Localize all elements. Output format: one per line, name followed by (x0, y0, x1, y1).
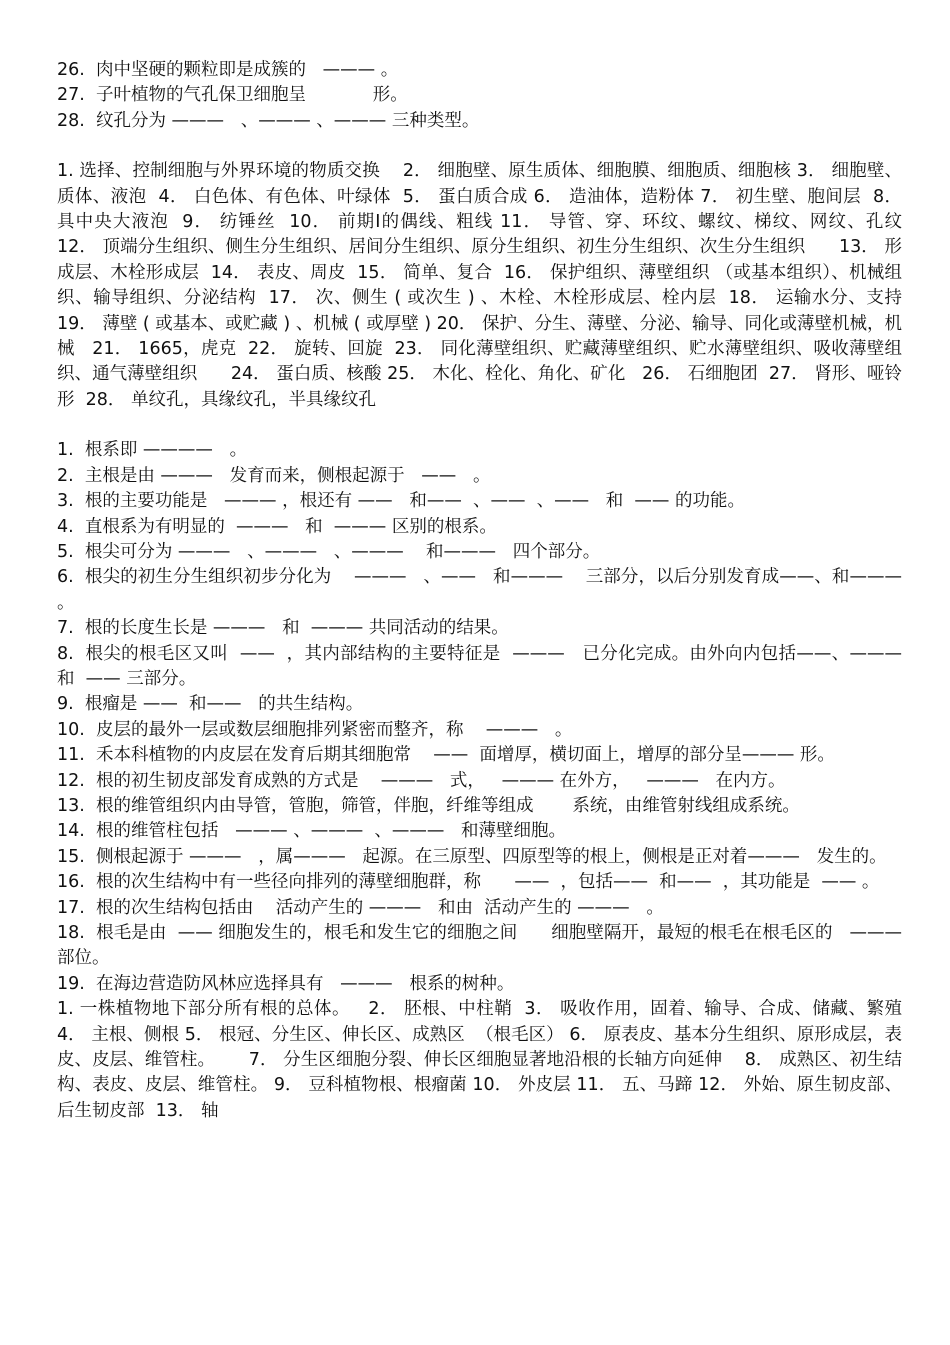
question-root-5: 5. 根尖可分为 ——— 、——— 、——— 和——— 四个部分。 (57, 541, 601, 562)
question-root-9: 9. 根瘤是 —— 和—— 的共生结构。 (57, 694, 364, 715)
question-26: 26. 肉中坚硬的颗粒即是成簇的 ——— 。 (57, 60, 399, 80)
question-28: 28. 纹孔分为 ——— 、——— 、——— 三种类型。 (57, 110, 480, 131)
question-root-18: 18. 根毛是由 —— 细胞发生的，根毛和发生它的细胞之间 细胞壁隔开，最短的根毛在根毛区的 ——— 部位。 (57, 923, 908, 969)
question-root-15: 15. 侧根起源于 ——— ，属——— 起源。在三原型、四原型等的根上，侧根是正对着——— 发生的。 (57, 846, 887, 867)
question-root-16: 16. 根的次生结构中有一些径向排列的薄壁细胞群，称 —— ，包括—— 和—— ，其功能是 —— 。 (57, 872, 880, 893)
answer-block-root: 1. 一株植物地下部分所有根的总体。 2． 胚根、中柱鞘 3． 吸收作用，固着、输导、合成、储藏、繁殖 4． 主根、侧根 5． 根冠、分生区、伸长区、成熟区 （根毛区） 6． 原表皮、基本分生组织、原形成层，表皮、皮层、维管柱。 7． 分生区细胞分裂、伸长区细胞显著地沿根的长轴方向延伸 8． 成熟区、初生结构、表皮、皮层、维管柱。 9． 豆科植物根、根瘤菌 10． 外皮层 11． 五、马蹄 12． 外始、原生韧皮部、后生韧皮部 13． 轴 (57, 999, 914, 1121)
question-root-7: 7. 根的长度生长是 ——— 和 ——— 共同活动的结果。 (57, 618, 509, 639)
question-root-2: 2. 主根是由 ——— 发育而来，侧根起源于 —— 。 (57, 465, 491, 486)
question-root-6: 6. 根尖的初生分生组织初步分化为 ——— 、—— 和——— 三部分，以后分别发育成——、和——— 。 (57, 567, 919, 613)
question-block-cell (57, 58, 902, 134)
question-root-17: 17. 根的次生结构包括由 活动产生的 ——— 和由 活动产生的 ——— 。 (57, 897, 664, 918)
question-root-4: 4. 直根系为有明显的 ——— 和 ——— 区别的根系。 (57, 516, 497, 537)
question-27: 27. 子叶植物的气孔保卫细胞呈 形。 (57, 85, 408, 106)
question-block-root (57, 438, 919, 997)
answer-block-cell: 1. 选择、控制细胞与外界环境的物质交换 2． 细胞壁、原生质体、细胞膜、细胞质、细胞核 3． 细胞壁、质体、液泡 4． 白色体、有色体、叶绿体 5． 蛋白质合成 6． 造油体，造粉体 7． 初生壁、胞间层 8． 具中央大液泡 9． 纺锤丝 10． 前期Ⅰ的偶线、粗线 11． 导管、穿、环纹、螺纹、梯纹、网纹、孔纹 12． 顶端分生组织、侧生分生组织、居间分生组织、原分生组织、初生分生组织、次生分生组织 13． 形成层、木栓形成层 14． 表皮、周皮 15． 简单、复合 16． 保护组织、薄壁组织 （或基本组织）、机械组织、输导组织、分泌结构 17． 次、侧生 ( 或次生 ) 、木栓、木栓形成层、栓内层 18． 运输水分、支持 19． 薄壁 ( 或基本、或贮藏 ) 、机械 ( 或厚壁 ) 20． 保护、分生、薄壁、分泌、输导、同化或薄壁机械，机械 21． 1665，虎克 22． 旋转、回旋 23． 同化薄壁组织、贮藏薄壁组织、贮水薄壁组织、吸收薄壁组织、通气薄壁组织 24． 蛋白质、核酸 25． 木化、栓化、角化、矿化 26． 石细胞团 27． 肾形、哑铃形 28． 单纹孔，具缘纹孔，半具缘纹孔 (57, 161, 925, 410)
question-root-1: 1. 根系即 ———— 。 (57, 440, 248, 461)
question-root-14: 14. 根的维管柱包括 ——— 、——— 、——— 和薄壁细胞。 (57, 821, 567, 842)
spacer (57, 413, 902, 438)
question-root-13: 13. 根的维管组织内由导管，管胞，筛管，伴胞，纤维等组成 系统，由维管射线组成系统。 (57, 795, 800, 816)
question-root-11: 11. 禾本科植物的内皮层在发育后期其细胞常 —— 面增厚，横切面上，增厚的部分呈——— 形。 (57, 745, 835, 766)
document-body (57, 58, 925, 1124)
question-root-3: 3. 根的主要功能是 ——— ，根还有 —— 和—— 、—— 、—— 和 —— 的功能。 (57, 491, 745, 512)
question-root-10: 10. 皮层的最外一层或数层细胞排列紧密而整齐，称 ——— 。 (57, 719, 573, 740)
question-root-19: 19. 在海边营造防风林应选择具有 ——— 根系的树种。 (57, 973, 515, 994)
spacer (57, 134, 902, 159)
question-root-8: 8. 根尖的根毛区又叫 —— ，其内部结构的主要特征是 ——— 已分化完成。由外向内包括——、——— 和 —— 三部分。 (57, 643, 919, 689)
question-root-12: 12. 根的初生韧皮部发育成熟的方式是 ——— 式， ——— 在外方， ——— 在内方。 (57, 770, 786, 791)
